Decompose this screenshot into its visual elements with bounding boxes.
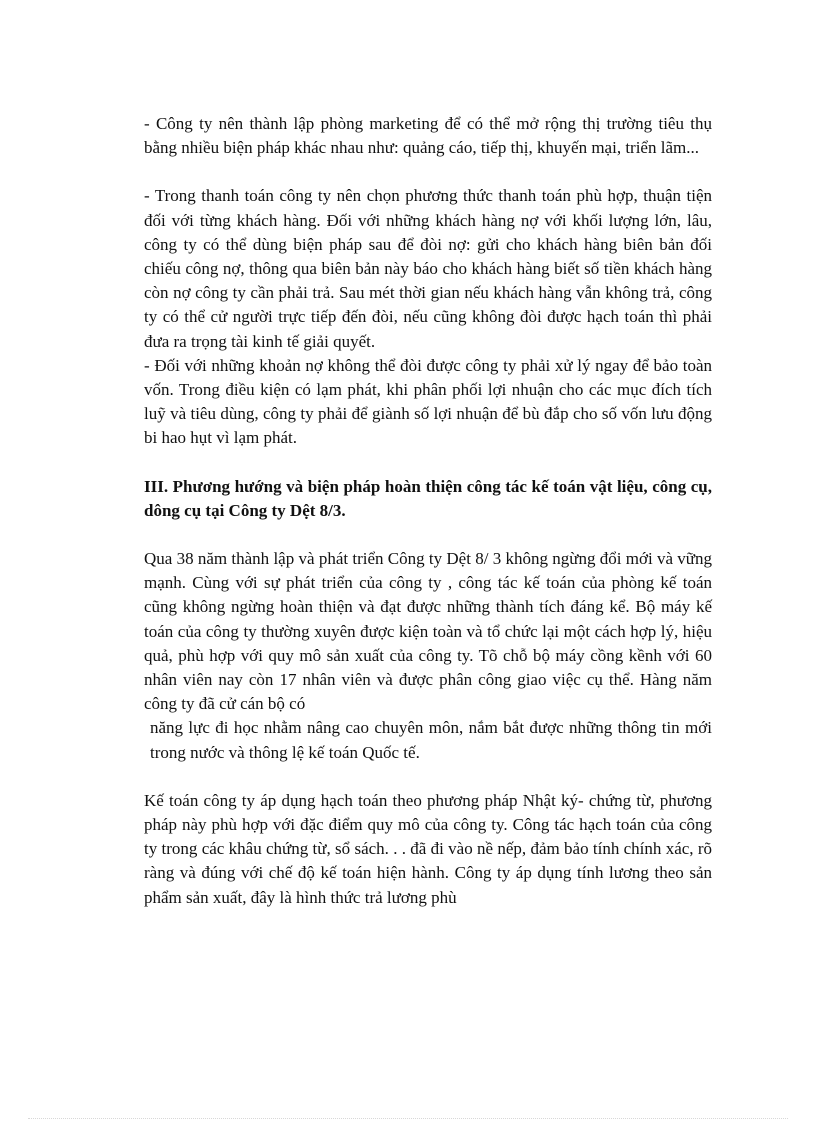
paragraph-spacer	[144, 451, 712, 475]
paragraph-debt: - Đối với những khoản nợ không thể đòi được công ty phải xử lý ngay để bảo toàn vốn. Trong điều kiện có lạm phát, khi phân phối lợi nhuận cho các mục đích tích luỹ và tiêu dùng, công ty phải để giành số lợi nhuận để bù đắp cho số vốn lưu động bi hao hụt vì lạm phát.	[144, 355, 712, 448]
document-body	[144, 112, 712, 910]
paragraph-accounting-method: Kế toán công ty áp dụng hạch toán theo phương pháp Nhật ký- chứng từ, phương pháp này phù hợp với đặc điểm quy mô của công ty. Công tác hạch toán của công ty trong các khâu chứng từ, sổ sách. . . đã đi vào nề nếp, đảm bảo tính chính xác, rõ ràng và đúng với chế độ kế toán hiện hành. Công ty áp dụng tính lương theo sản phẩm sản xuất, đây là hình thức trả lương phù	[144, 790, 712, 907]
paragraph-payment: - Trong thanh toán công ty nên chọn phương thức thanh toán phù hợp, thuận tiện đối với từng khách hàng. Đối với những khách hàng nợ với khối lượng lớn, lâu, công ty có thể dùng biện pháp sau để đòi nợ: gửi cho khách hàng biên bản đối chiếu công nợ, thông qua biên bản này báo cho khách hàng biết số tiền khách hàng còn nợ công ty cần phải trả. Sau mét thời gian nếu khách hàng vẫn không trả, công ty có thể cử người trực tiếp đến đòi, nếu cũng không đòi được hạch toán thì phải đưa ra trọng tài kinh tế giải quyết.	[144, 186, 712, 351]
paragraph-history: Qua 38 năm thành lập và phát triển Công ty Dệt 8/ 3 không ngừng đổi mới và vững mạnh. Cùng với sự phát triển của công ty , công tác kế toán của phòng kế toán cũng không ngừng hoàn thiện và đạt được những thành tích đáng kể. Bộ máy kế toán của công ty thường xuyên được kiện toàn và tổ chức lại một cách hợp lý, hiệu quả, phù hợp với quy mô sản xuất của công ty. Tõ chỗ bộ máy cồng kềnh với 60 nhân viên nay còn 17 nhân viên và được phân công giao việc cụ thể. Hàng năm công ty đã cử cán bộ có	[144, 549, 712, 714]
paragraph-marketing: - Công ty nên thành lập phòng marketing để có thể mở rộng thị trường tiêu thụ bằng nhiều biện pháp khác nhau như: quảng cáo, tiếp thị, khuyến mại, triển lãm...	[144, 114, 712, 158]
paragraph-spacer	[144, 765, 712, 789]
page-bottom-rule	[28, 1118, 788, 1119]
paragraph-history-cont: năng lực đi học nhằm nâng cao chuyên môn, nắm bắt được những thông tin mới trong nước và thông lệ kế toán Quốc tế.	[150, 718, 712, 762]
paragraph-spacer	[144, 523, 712, 547]
section-heading: III. Phương hướng và biện pháp hoàn thiện công tác kế toán vật liệu, công cụ, dông cụ tại Công ty Dệt 8/3.	[144, 476, 712, 520]
paragraph-spacer	[144, 160, 712, 184]
